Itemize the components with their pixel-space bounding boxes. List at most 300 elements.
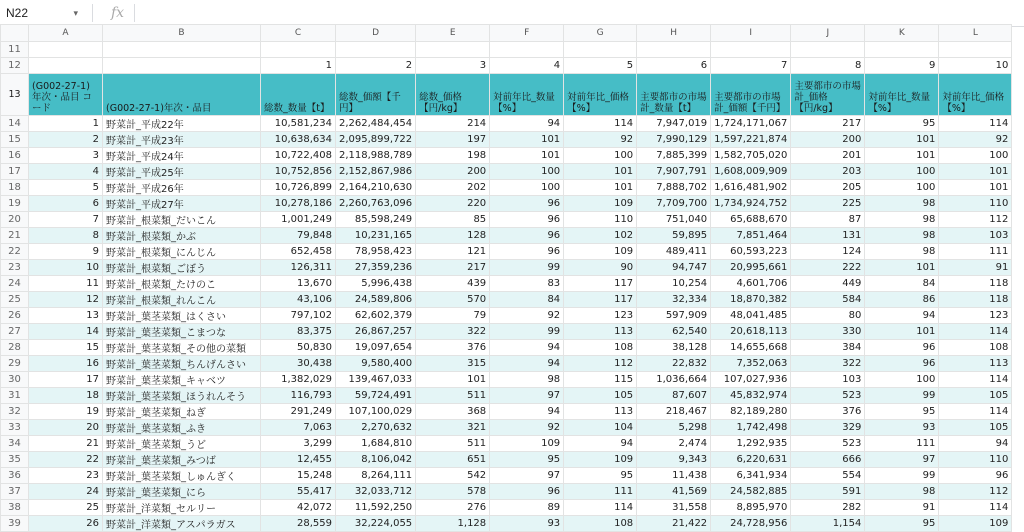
cell[interactable]: 105 xyxy=(939,420,1012,436)
cell[interactable]: 96 xyxy=(865,340,939,356)
cell[interactable]: 104 xyxy=(564,420,637,436)
cell[interactable]: 384 xyxy=(791,340,865,356)
cell[interactable]: 96 xyxy=(939,468,1012,484)
cell[interactable]: 322 xyxy=(416,324,490,340)
cell[interactable]: 60,593,223 xyxy=(711,244,791,260)
cell[interactable]: 14,655,668 xyxy=(711,340,791,356)
cell[interactable]: 523 xyxy=(791,436,865,452)
cell[interactable]: 87,607 xyxy=(637,388,711,404)
cell[interactable]: 1,724,171,067 xyxy=(711,116,791,132)
column-header-g[interactable]: G xyxy=(564,25,637,42)
cell[interactable]: 1,292,935 xyxy=(711,436,791,452)
cell[interactable]: 489,411 xyxy=(637,244,711,260)
cell[interactable]: 94 xyxy=(490,340,564,356)
cell[interactable]: 108 xyxy=(939,340,1012,356)
cell[interactable]: 95 xyxy=(564,468,637,484)
cell[interactable]: 203 xyxy=(791,164,865,180)
cell[interactable]: 96 xyxy=(490,244,564,260)
row-header[interactable]: 21 xyxy=(1,228,29,244)
cell[interactable]: 7,063 xyxy=(261,420,336,436)
cell[interactable]: 200 xyxy=(416,164,490,180)
item-name-cell[interactable]: 野菜計_平成23年 xyxy=(103,132,261,148)
cell[interactable]: 26 xyxy=(29,516,103,532)
cell[interactable]: 12 xyxy=(29,292,103,308)
cell[interactable]: 100 xyxy=(490,180,564,196)
chevron-down-icon[interactable]: ▾ xyxy=(73,7,78,18)
cell[interactable]: 108 xyxy=(564,340,637,356)
item-name-cell[interactable]: 野菜計_葉茎菜類_ねぎ xyxy=(103,404,261,420)
cell[interactable]: 10,254 xyxy=(637,276,711,292)
row-header[interactable]: 29 xyxy=(1,356,29,372)
cell[interactable]: 128 xyxy=(416,228,490,244)
cell[interactable]: 511 xyxy=(416,436,490,452)
cell[interactable]: 123 xyxy=(939,308,1012,324)
cell[interactable]: 83 xyxy=(490,276,564,292)
cell[interactable]: 92 xyxy=(490,420,564,436)
cell[interactable]: 98 xyxy=(490,372,564,388)
cell[interactable]: 102 xyxy=(564,228,637,244)
cell[interactable]: 205 xyxy=(791,180,865,196)
cell[interactable]: 109 xyxy=(564,452,637,468)
cell[interactable]: 321 xyxy=(416,420,490,436)
cell[interactable]: 96 xyxy=(490,196,564,212)
cell[interactable]: 282 xyxy=(791,500,865,516)
cell[interactable]: 98 xyxy=(865,244,939,260)
header-cell[interactable]: 主要都市の市場計_価格【円/kg】 xyxy=(791,74,865,116)
cell[interactable]: 8,895,970 xyxy=(711,500,791,516)
cell[interactable]: 276 xyxy=(416,500,490,516)
row-header[interactable]: 36 xyxy=(1,468,29,484)
cell[interactable]: 98 xyxy=(865,196,939,212)
cell[interactable]: 6,220,631 xyxy=(711,452,791,468)
cell[interactable]: 109 xyxy=(939,516,1012,532)
cell[interactable]: 84 xyxy=(490,292,564,308)
cell[interactable]: 89 xyxy=(490,500,564,516)
cell[interactable]: 100 xyxy=(865,180,939,196)
column-header-a[interactable]: A xyxy=(29,25,103,42)
cell[interactable]: 117 xyxy=(564,292,637,308)
cell[interactable]: 597,909 xyxy=(637,308,711,324)
cell[interactable]: 114 xyxy=(939,116,1012,132)
cell[interactable]: 21,422 xyxy=(637,516,711,532)
cell[interactable]: 97 xyxy=(490,468,564,484)
cell[interactable]: 110 xyxy=(939,196,1012,212)
cell[interactable]: 22,832 xyxy=(637,356,711,372)
cell[interactable]: 112 xyxy=(939,484,1012,500)
cell[interactable]: 101 xyxy=(939,180,1012,196)
cell[interactable]: 24 xyxy=(29,484,103,500)
cell[interactable]: 7,888,702 xyxy=(637,180,711,196)
cell[interactable]: 330 xyxy=(791,324,865,340)
column-header-i[interactable]: I xyxy=(711,25,791,42)
cell[interactable]: 12,455 xyxy=(261,452,336,468)
column-header-h[interactable]: H xyxy=(637,25,711,42)
row-header[interactable]: 19 xyxy=(1,196,29,212)
cell[interactable]: 1,382,029 xyxy=(261,372,336,388)
cell[interactable]: 62,602,379 xyxy=(336,308,416,324)
row-header[interactable]: 18 xyxy=(1,180,29,196)
cell[interactable]: 83,375 xyxy=(261,324,336,340)
cell[interactable]: 24,589,806 xyxy=(336,292,416,308)
cell[interactable]: 1,597,221,874 xyxy=(711,132,791,148)
cell[interactable]: 101 xyxy=(865,324,939,340)
cell[interactable]: 94 xyxy=(939,436,1012,452)
select-all-corner[interactable] xyxy=(1,25,29,42)
row-header[interactable]: 30 xyxy=(1,372,29,388)
column-header-d[interactable]: D xyxy=(336,25,416,42)
item-name-cell[interactable]: 野菜計_根菜類_かぶ xyxy=(103,228,261,244)
cell[interactable]: 1,616,481,902 xyxy=(711,180,791,196)
cell[interactable]: 449 xyxy=(791,276,865,292)
cell[interactable] xyxy=(939,42,1012,58)
cell[interactable]: 10,581,234 xyxy=(261,116,336,132)
header-cell[interactable]: 総数_価格【円/kg】 xyxy=(416,74,490,116)
cell[interactable]: 91 xyxy=(865,500,939,516)
cell[interactable]: 7,851,464 xyxy=(711,228,791,244)
cell[interactable]: 5 xyxy=(564,58,637,74)
cell[interactable]: 8 xyxy=(29,228,103,244)
cell[interactable]: 94,747 xyxy=(637,260,711,276)
cell[interactable]: 31,558 xyxy=(637,500,711,516)
cell[interactable]: 118 xyxy=(939,292,1012,308)
cell[interactable] xyxy=(490,42,564,58)
cell[interactable]: 85 xyxy=(416,212,490,228)
cell[interactable]: 570 xyxy=(416,292,490,308)
cell[interactable]: 100 xyxy=(865,372,939,388)
cell[interactable]: 554 xyxy=(791,468,865,484)
cell[interactable]: 376 xyxy=(416,340,490,356)
row-header[interactable]: 16 xyxy=(1,148,29,164)
cell[interactable]: 139,467,033 xyxy=(336,372,416,388)
item-name-cell[interactable]: 野菜計_平成22年 xyxy=(103,116,261,132)
item-name-cell[interactable]: 野菜計_根菜類_れんこん xyxy=(103,292,261,308)
column-header-e[interactable]: E xyxy=(416,25,490,42)
cell[interactable]: 2 xyxy=(29,132,103,148)
cell[interactable] xyxy=(711,42,791,58)
cell[interactable]: 101 xyxy=(865,260,939,276)
cell[interactable]: 99 xyxy=(865,388,939,404)
cell[interactable]: 19,097,654 xyxy=(336,340,416,356)
row-header[interactable]: 31 xyxy=(1,388,29,404)
cell[interactable]: 2,118,988,789 xyxy=(336,148,416,164)
cell[interactable]: 1,036,664 xyxy=(637,372,711,388)
cell[interactable]: 62,540 xyxy=(637,324,711,340)
cell[interactable]: 217 xyxy=(791,116,865,132)
row-header[interactable]: 28 xyxy=(1,340,29,356)
cell[interactable]: 4 xyxy=(490,58,564,74)
cell[interactable]: 109 xyxy=(564,244,637,260)
cell[interactable]: 114 xyxy=(939,372,1012,388)
row-header[interactable]: 26 xyxy=(1,308,29,324)
cell[interactable]: 8 xyxy=(791,58,865,74)
cell[interactable]: 94 xyxy=(564,436,637,452)
cell[interactable]: 94 xyxy=(490,356,564,372)
cell[interactable]: 652,458 xyxy=(261,244,336,260)
cell[interactable]: 95 xyxy=(865,516,939,532)
row-header[interactable]: 35 xyxy=(1,452,29,468)
cell[interactable]: 100 xyxy=(939,148,1012,164)
cell[interactable]: 1,001,249 xyxy=(261,212,336,228)
cell[interactable]: 368 xyxy=(416,404,490,420)
row-header[interactable]: 13 xyxy=(1,74,29,116)
item-name-cell[interactable]: 野菜計_葉茎菜類_こまつな xyxy=(103,324,261,340)
cell[interactable]: 21 xyxy=(29,436,103,452)
cell[interactable]: 32,334 xyxy=(637,292,711,308)
cell[interactable]: 113 xyxy=(564,404,637,420)
cell[interactable]: 16 xyxy=(29,356,103,372)
cell[interactable]: 55,417 xyxy=(261,484,336,500)
item-name-cell[interactable]: 野菜計_葉茎菜類_はくさい xyxy=(103,308,261,324)
cell[interactable]: 7,709,700 xyxy=(637,196,711,212)
item-name-cell[interactable]: 野菜計_根菜類_にんじん xyxy=(103,244,261,260)
cell[interactable]: 1,742,498 xyxy=(711,420,791,436)
cell[interactable]: 439 xyxy=(416,276,490,292)
cell[interactable]: 20 xyxy=(29,420,103,436)
cell[interactable]: 103 xyxy=(791,372,865,388)
cell[interactable]: 291,249 xyxy=(261,404,336,420)
cell[interactable]: 13,670 xyxy=(261,276,336,292)
cell[interactable]: 98 xyxy=(865,228,939,244)
cell[interactable]: 131 xyxy=(791,228,865,244)
cell[interactable]: 10 xyxy=(29,260,103,276)
cell[interactable]: 201 xyxy=(791,148,865,164)
cell[interactable]: 651 xyxy=(416,452,490,468)
cell[interactable]: 101 xyxy=(490,148,564,164)
cell[interactable]: 79 xyxy=(416,308,490,324)
cell[interactable]: 96 xyxy=(490,212,564,228)
cell[interactable]: 105 xyxy=(564,388,637,404)
cell[interactable]: 107,100,029 xyxy=(336,404,416,420)
header-cell[interactable]: 主要都市の市場計_数量【t】 xyxy=(637,74,711,116)
cell[interactable]: 86 xyxy=(865,292,939,308)
cell[interactable]: 7,947,019 xyxy=(637,116,711,132)
cell[interactable]: 59,895 xyxy=(637,228,711,244)
cell[interactable]: 99 xyxy=(490,260,564,276)
cell[interactable]: 100 xyxy=(564,148,637,164)
cell[interactable]: 3 xyxy=(29,148,103,164)
cell[interactable]: 1,582,705,020 xyxy=(711,148,791,164)
header-cell[interactable]: 総数_価額【千円】 xyxy=(336,74,416,116)
cell[interactable]: 28,559 xyxy=(261,516,336,532)
cell[interactable]: 101 xyxy=(865,132,939,148)
cell[interactable]: 41,569 xyxy=(637,484,711,500)
item-name-cell[interactable]: 野菜計_平成25年 xyxy=(103,164,261,180)
row-header[interactable]: 17 xyxy=(1,164,29,180)
cell[interactable]: 2,262,484,454 xyxy=(336,116,416,132)
cell[interactable]: 584 xyxy=(791,292,865,308)
cell[interactable]: 48,041,485 xyxy=(711,308,791,324)
item-name-cell[interactable]: 野菜計_葉茎菜類_ほうれんそう xyxy=(103,388,261,404)
cell[interactable]: 8,264,111 xyxy=(336,468,416,484)
header-cell[interactable]: 主要都市の市場計_価額【千円】 xyxy=(711,74,791,116)
cell[interactable]: 666 xyxy=(791,452,865,468)
item-name-cell[interactable]: 野菜計_平成24年 xyxy=(103,148,261,164)
cell[interactable]: 95 xyxy=(490,452,564,468)
cell[interactable]: 1 xyxy=(29,116,103,132)
cell[interactable]: 20,618,113 xyxy=(711,324,791,340)
cell[interactable]: 11 xyxy=(29,276,103,292)
item-name-cell[interactable]: 野菜計_葉茎菜類_にら xyxy=(103,484,261,500)
cell[interactable]: 124 xyxy=(791,244,865,260)
cell[interactable]: 26,867,257 xyxy=(336,324,416,340)
row-header[interactable]: 20 xyxy=(1,212,29,228)
cell[interactable]: 87 xyxy=(791,212,865,228)
cell[interactable]: 101 xyxy=(939,164,1012,180)
row-header[interactable]: 25 xyxy=(1,292,29,308)
cell[interactable]: 8,106,042 xyxy=(336,452,416,468)
column-header-k[interactable]: K xyxy=(865,25,939,42)
cell[interactable]: 3,299 xyxy=(261,436,336,452)
cell[interactable]: 114 xyxy=(564,500,637,516)
cell[interactable]: 7 xyxy=(711,58,791,74)
column-header-b[interactable]: B xyxy=(103,25,261,42)
cell[interactable]: 82,189,280 xyxy=(711,404,791,420)
item-name-cell[interactable]: 野菜計_洋菜類_セルリー xyxy=(103,500,261,516)
cell[interactable]: 17 xyxy=(29,372,103,388)
cell[interactable]: 97 xyxy=(865,452,939,468)
cell[interactable] xyxy=(637,42,711,58)
cell[interactable]: 10,752,856 xyxy=(261,164,336,180)
cell[interactable]: 93 xyxy=(490,516,564,532)
cell[interactable]: 92 xyxy=(564,132,637,148)
cell[interactable]: 27,359,236 xyxy=(336,260,416,276)
cell[interactable]: 24,582,885 xyxy=(711,484,791,500)
cell[interactable]: 85,598,249 xyxy=(336,212,416,228)
item-name-cell[interactable]: 野菜計_葉茎菜類_ちんげんさい xyxy=(103,356,261,372)
cell[interactable]: 5 xyxy=(29,180,103,196)
cell[interactable]: 101 xyxy=(564,164,637,180)
header-cell[interactable]: (G002-27-1)年次・品目 xyxy=(103,74,261,116)
cell[interactable]: 19 xyxy=(29,404,103,420)
cell[interactable]: 114 xyxy=(939,500,1012,516)
row-header[interactable]: 38 xyxy=(1,500,29,516)
cell[interactable]: 112 xyxy=(939,212,1012,228)
column-header-c[interactable]: C xyxy=(261,25,336,42)
cell[interactable] xyxy=(261,42,336,58)
cell[interactable]: 98 xyxy=(865,212,939,228)
header-cell[interactable]: 総数_数量【t】 xyxy=(261,74,336,116)
cell[interactable]: 578 xyxy=(416,484,490,500)
cell[interactable]: 15,248 xyxy=(261,468,336,484)
header-cell[interactable]: 対前年比_価格【%】 xyxy=(939,74,1012,116)
cell[interactable]: 121 xyxy=(416,244,490,260)
cell[interactable]: 217 xyxy=(416,260,490,276)
cell[interactable]: 111 xyxy=(564,484,637,500)
cell[interactable]: 103 xyxy=(939,228,1012,244)
cell[interactable]: 116,793 xyxy=(261,388,336,404)
item-name-cell[interactable]: 野菜計_葉茎菜類_その他の菜類 xyxy=(103,340,261,356)
cell[interactable]: 38,128 xyxy=(637,340,711,356)
cell[interactable]: 79,848 xyxy=(261,228,336,244)
cell[interactable]: 4 xyxy=(29,164,103,180)
cell[interactable]: 2,270,632 xyxy=(336,420,416,436)
cell[interactable]: 9,343 xyxy=(637,452,711,468)
cell[interactable]: 220 xyxy=(416,196,490,212)
item-name-cell[interactable]: 野菜計_葉茎菜類_キャベツ xyxy=(103,372,261,388)
cell[interactable]: 7,885,399 xyxy=(637,148,711,164)
header-cell[interactable]: 対前年比_価格【%】 xyxy=(564,74,637,116)
cell[interactable]: 2,474 xyxy=(637,436,711,452)
cell[interactable]: 80 xyxy=(791,308,865,324)
cell[interactable]: 2 xyxy=(336,58,416,74)
cell[interactable]: 92 xyxy=(939,132,1012,148)
cell[interactable]: 97 xyxy=(490,388,564,404)
cell[interactable] xyxy=(103,58,261,74)
cell[interactable]: 200 xyxy=(791,132,865,148)
column-header-l[interactable]: L xyxy=(939,25,1012,42)
cell[interactable]: 6,341,934 xyxy=(711,468,791,484)
cell[interactable]: 1,608,009,909 xyxy=(711,164,791,180)
cell[interactable]: 14 xyxy=(29,324,103,340)
cell[interactable]: 225 xyxy=(791,196,865,212)
cell[interactable]: 5,996,438 xyxy=(336,276,416,292)
cell[interactable]: 1,684,810 xyxy=(336,436,416,452)
cell[interactable]: 100 xyxy=(490,164,564,180)
cell[interactable]: 96 xyxy=(490,484,564,500)
cell[interactable]: 117 xyxy=(564,276,637,292)
cell[interactable]: 126,311 xyxy=(261,260,336,276)
cell[interactable]: 101 xyxy=(490,132,564,148)
cell[interactable]: 10,231,165 xyxy=(336,228,416,244)
cell[interactable]: 32,033,712 xyxy=(336,484,416,500)
item-name-cell[interactable]: 野菜計_葉茎菜類_しゅんぎく xyxy=(103,468,261,484)
cell[interactable]: 315 xyxy=(416,356,490,372)
cell[interactable]: 96 xyxy=(490,228,564,244)
cell[interactable]: 3 xyxy=(416,58,490,74)
cell[interactable]: 22 xyxy=(29,452,103,468)
cell[interactable]: 10,278,186 xyxy=(261,196,336,212)
row-header[interactable]: 23 xyxy=(1,260,29,276)
cell[interactable]: 11,592,250 xyxy=(336,500,416,516)
header-cell[interactable]: 対前年比_数量【%】 xyxy=(865,74,939,116)
row-header[interactable]: 32 xyxy=(1,404,29,420)
cell[interactable]: 101 xyxy=(564,180,637,196)
row-header[interactable]: 33 xyxy=(1,420,29,436)
cell[interactable]: 113 xyxy=(564,324,637,340)
cell[interactable]: 114 xyxy=(939,404,1012,420)
cell[interactable]: 9 xyxy=(29,244,103,260)
cell[interactable]: 511 xyxy=(416,388,490,404)
cell[interactable]: 10,726,899 xyxy=(261,180,336,196)
cell[interactable]: 1,128 xyxy=(416,516,490,532)
cell[interactable]: 92 xyxy=(490,308,564,324)
cell[interactable]: 202 xyxy=(416,180,490,196)
cell[interactable]: 118 xyxy=(939,276,1012,292)
item-name-cell[interactable]: 野菜計_根菜類_たけのこ xyxy=(103,276,261,292)
cell[interactable]: 6 xyxy=(29,196,103,212)
cell[interactable]: 2,164,210,630 xyxy=(336,180,416,196)
header-cell[interactable]: 対前年比_数量【%】 xyxy=(490,74,564,116)
cell[interactable]: 90 xyxy=(564,260,637,276)
item-name-cell[interactable]: 野菜計_根菜類_だいこん xyxy=(103,212,261,228)
cell[interactable]: 65,688,670 xyxy=(711,212,791,228)
cell[interactable]: 15 xyxy=(29,340,103,356)
item-name-cell[interactable]: 野菜計_葉茎菜類_みつば xyxy=(103,452,261,468)
cell[interactable]: 11,438 xyxy=(637,468,711,484)
cell[interactable]: 214 xyxy=(416,116,490,132)
item-name-cell[interactable]: 野菜計_葉茎菜類_ふき xyxy=(103,420,261,436)
cell[interactable]: 43,106 xyxy=(261,292,336,308)
cell[interactable]: 109 xyxy=(490,436,564,452)
cell[interactable]: 105 xyxy=(939,388,1012,404)
cell[interactable]: 99 xyxy=(865,468,939,484)
row-header[interactable]: 27 xyxy=(1,324,29,340)
cell[interactable]: 10 xyxy=(939,58,1012,74)
cell[interactable]: 7 xyxy=(29,212,103,228)
cell[interactable]: 94 xyxy=(490,116,564,132)
cell[interactable]: 114 xyxy=(564,116,637,132)
cell[interactable]: 111 xyxy=(865,436,939,452)
